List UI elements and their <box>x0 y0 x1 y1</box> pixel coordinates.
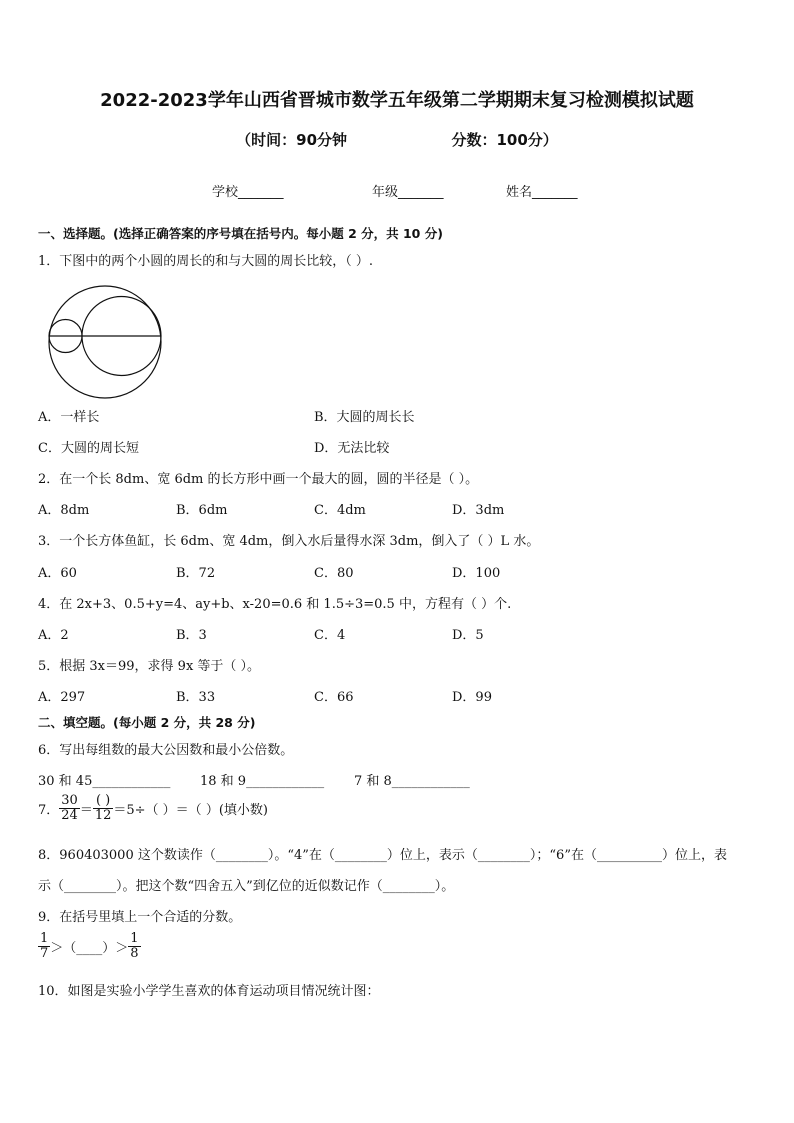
q9-a-numerator: 1 <box>40 931 49 946</box>
q7-equals: ＝ <box>79 802 93 818</box>
q8-line-2: 示（________）。把这个数“四舍五入”到亿位的近似数记作（________）。 <box>38 879 455 894</box>
q6-item-1: 30 和 45____________ <box>38 774 171 789</box>
q10-text: 10．如图是实验小学学生喜欢的体育运动项目情况统计图： <box>38 984 380 999</box>
q1-option-d: D．无法比较 <box>314 441 390 456</box>
q5-text: 5．根据 3x＝99，求得 9x 等于（ ）。 <box>38 659 261 674</box>
q1-option-b: B．大圆的周长长 <box>314 410 415 425</box>
grade-field: 年级_______ <box>372 185 444 200</box>
school-field: 学校_______ <box>212 185 284 200</box>
q7-number: 7． <box>38 802 60 818</box>
q6-text: 6．写出每组数的最大公因数和最小公倍数。 <box>38 743 294 758</box>
q5-option-d: D．99 <box>452 690 492 705</box>
q7-f2-denominator: 12 <box>94 807 112 823</box>
q7-f1-denominator: 24 <box>61 807 78 823</box>
large-circle <box>49 286 161 398</box>
q8-line-1: 8．960403000 这个数读作（________）。“4”在（________）位上，表示（________）；“6”在（__________）位上，表 <box>38 848 727 863</box>
q2-text: 2．在一个长 8dm、宽 6dm 的长方形中画一个最大的圆，圆的半径是（ ）。 <box>38 472 479 487</box>
q7-fraction-1 <box>59 794 80 822</box>
q2-option-a: A．8dm <box>38 503 90 518</box>
q2-option-c: C．4dm <box>314 503 366 518</box>
q1-text: 1．下图中的两个小圆的周长的和与大圆的周长比较，（ ）. <box>38 254 374 269</box>
q9-b-numerator: 1 <box>130 931 139 946</box>
q9-fraction-a <box>38 932 50 960</box>
q7-rest: ＝5÷（ ）＝（ ）(填小数) <box>113 802 268 818</box>
q4-option-b: B．3 <box>176 628 207 643</box>
q7-f2-numerator: ( ) <box>93 794 114 809</box>
q3-option-d: D．100 <box>452 566 501 581</box>
q9-text: 9．在括号里填上一个合适的分数。 <box>38 910 242 925</box>
q6-item-3: 7 和 8____________ <box>354 774 470 789</box>
q7-row <box>38 794 268 822</box>
q9-middle: ＞（____）＞ <box>50 940 129 956</box>
q3-option-c: C．80 <box>314 566 354 581</box>
q4-option-d: D．5 <box>452 628 484 643</box>
section1-heading: 一、选择题。(选择正确答案的序号填在括号内。每小题 2 分，共 10 分) <box>38 226 443 241</box>
q9-row <box>38 932 141 960</box>
q2-option-b: B．6dm <box>176 503 228 518</box>
q6-item-2: 18 和 9____________ <box>200 774 325 789</box>
q3-option-b: B．72 <box>176 566 216 581</box>
q9-a-denominator: 7 <box>40 945 49 961</box>
q3-option-a: A．60 <box>38 566 77 581</box>
q7-f1-numerator: 30 <box>61 793 78 808</box>
q1-option-c: C．大圆的周长短 <box>38 441 139 456</box>
q1-option-a: A．一样长 <box>38 410 100 425</box>
q3-text: 3．一个长方体鱼缸，长 6dm、宽 4dm，倒入水后量得水深 3dm，倒入了（ ）L 水。 <box>38 534 540 549</box>
circles-figure <box>44 284 166 400</box>
section2-heading: 二、填空题。(每小题 2 分，共 28 分) <box>38 715 256 730</box>
q9-fraction-b <box>128 932 140 960</box>
exam-subtitle: （时间：90分钟 分数：100分） <box>236 131 558 149</box>
q9-b-denominator: 8 <box>130 945 139 961</box>
q5-option-a: A．297 <box>38 690 86 705</box>
q4-option-c: C．4 <box>314 628 346 643</box>
q4-text: 4．在 2x+3、0.5+y=4、ay+b、x-20=0.6 和 1.5÷3=0.5 中，方程有（ ）个. <box>38 597 512 612</box>
q4-option-a: A．2 <box>38 628 69 643</box>
q5-option-c: C．66 <box>314 690 354 705</box>
q7-fraction-2 <box>93 794 114 822</box>
q2-option-d: D．3dm <box>452 503 505 518</box>
page-title: 2022-2023学年山西省晋城市数学五年级第二学期期末复习检测模拟试题 <box>100 90 694 111</box>
q5-option-b: B．33 <box>176 690 216 705</box>
name-field: 姓名_______ <box>506 185 578 200</box>
